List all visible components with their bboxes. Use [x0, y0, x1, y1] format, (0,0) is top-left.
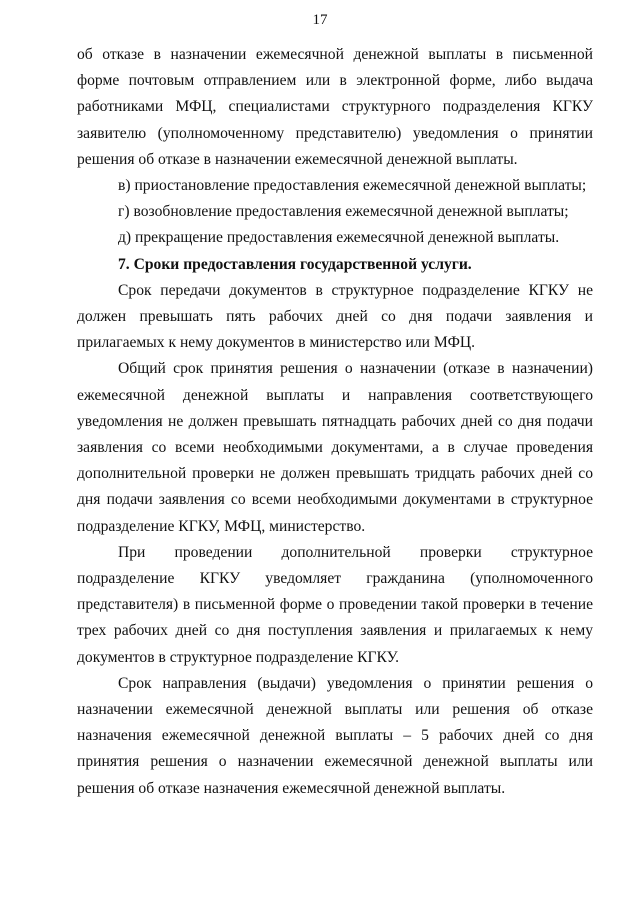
section-heading-service-terms: 7. Сроки предоставления государственной услуги. [118, 255, 472, 273]
paragraph-refusal-notice: об отказе в назначении ежемесячной денежной выплаты в письменной форме почтовым отправлением или в электронной форме, либо выдача работниками МФЦ, специалистами структурного подразделения КГКУ заявителю (уполномоченному представителю) уведомления о принятии решения об отказе в назначении ежемесячной денежной выплаты. [77, 46, 593, 168]
list-item-termination: д) прекращение предоставления ежемесячной денежной выплаты. [118, 229, 560, 247]
paragraph-notification-term: Срок направления (выдачи) уведомления о принятии решения о назначении ежемесячной денежной выплаты или решения об отказе назначения ежемесячной денежной выплаты – 5 рабочих дней со дня принятия решения о назначении ежемесячной денежной выплаты или решения об отказе назначения ежемесячной денежной выплаты. [77, 674, 593, 797]
list-item-resumption: г) возобновление предоставления ежемесячной денежной выплаты; [118, 203, 569, 221]
list-item-suspension: в) приостановление предоставления ежемесячной денежной выплаты; [118, 177, 587, 195]
document-body [77, 42, 593, 802]
paragraph-additional-check: При проведении дополнительной проверки структурное подразделение КГКУ уведомляет гражданина (уполномоченного представителя) в письменной форме о проведении такой проверки в течение трех рабочих дней со дня поступления заявления и прилагаемых к нему документов в структурное подразделение КГКУ. [77, 543, 593, 666]
page-number: 17 [312, 12, 328, 28]
paragraph-document-transfer-term: Срок передачи документов в структурное подразделение КГКУ не должен превышать пять рабочих дней со дня подачи заявления и прилагаемых к нему документов в министерство или МФЦ. [77, 281, 593, 352]
paragraph-decision-term: Общий срок принятия решения о назначении (отказе в назначении) ежемесячной денежной выплаты и направления соответствующего уведомления не должен превышать пятнадцать рабочих дней со дня подачи заявления со всеми необходимыми документами, а в случае проведения дополнительной проверки не должен превышать тридцать рабочих дней со дня подачи заявления со всеми необходимыми документами в структурное подразделение КГКУ, МФЦ, министерство. [77, 360, 593, 535]
